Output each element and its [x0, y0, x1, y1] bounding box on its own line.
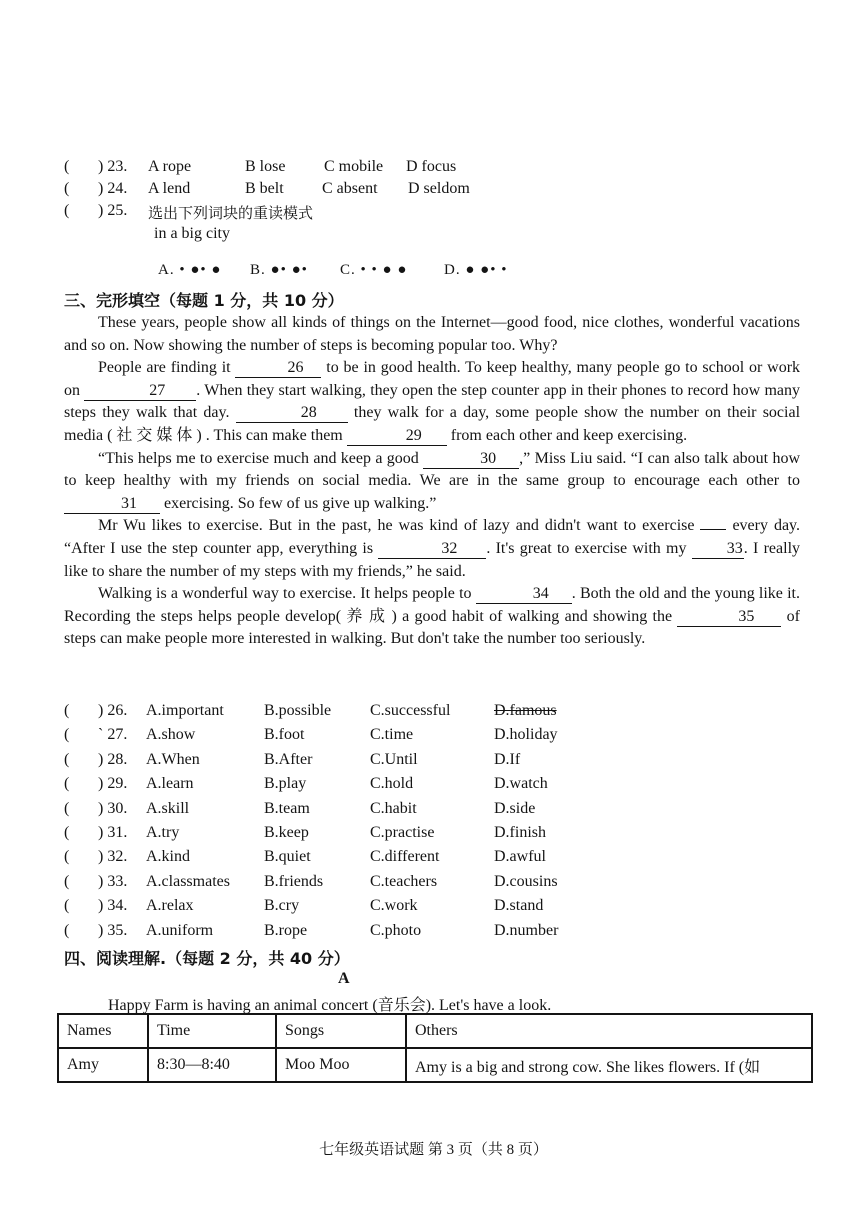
option-b: B.keep	[264, 824, 309, 841]
option-c: C absent	[322, 180, 378, 197]
text: from each other and keep exercising.	[450, 426, 688, 444]
question-number: ` 27.	[98, 726, 128, 744]
question-number: ) 35.	[98, 921, 128, 939]
option-d: D.awful	[494, 848, 546, 866]
option-a: A.relax	[146, 897, 194, 915]
question-phrase: in a big city	[154, 225, 230, 242]
option-b: B. ●• ●•	[250, 262, 308, 278]
blank-33[interactable]: 33	[692, 540, 744, 559]
option-c: C mobile	[324, 158, 384, 175]
table-header-row	[58, 1014, 812, 1048]
option-d: D.famous	[494, 702, 557, 719]
option-a: A.skill	[146, 799, 190, 817]
option-c: C.photo	[370, 921, 422, 939]
question-number: ) 34.	[98, 897, 128, 915]
text: exercising. So few of us give up walking.”	[164, 494, 437, 512]
blank-34[interactable]: 34	[476, 585, 572, 604]
table-cell: 8:30—8:40	[148, 1048, 276, 1082]
text: People are finding it	[98, 359, 231, 377]
cloze-passage	[64, 312, 800, 651]
question-instruction: 选出下列词块的重读模式	[148, 204, 314, 222]
section-heading: 三、完形填空（每题 1 分，共 10 分）	[64, 291, 344, 310]
text: to be in good health. To keep healthy, many people go to school or work on	[64, 359, 801, 399]
question-number: ) 28.	[98, 750, 128, 768]
table-cell: Amy is a big and strong cow. She likes flowers. If (如	[406, 1048, 812, 1082]
option-a: A. • ●• ●	[158, 262, 222, 278]
text: . I really like to share the number of my steps with my friends,” he said.	[64, 539, 801, 580]
question-number: ) 30.	[98, 799, 128, 817]
answer-paren: (	[64, 775, 70, 793]
option-a: A lend	[148, 180, 191, 197]
answer-paren: (	[64, 202, 70, 219]
paragraph	[64, 448, 800, 516]
option-c: C.Until	[370, 750, 418, 768]
blank-27[interactable]: 27	[84, 382, 196, 401]
option-b: B.friends	[264, 872, 324, 890]
text: . Both the old and the young like it. Recording the steps helps people develop( 养 成 ) a good habit of walking and showing the	[64, 585, 800, 625]
option-b: B.foot	[264, 726, 305, 744]
option-a: A.When	[146, 750, 200, 768]
option-b: B.rope	[264, 921, 308, 939]
question-number: ) 25.	[98, 202, 128, 219]
option-d: D. ● ●• •	[444, 262, 508, 278]
option-a: A rope	[148, 158, 192, 175]
option-b: B.team	[264, 799, 310, 817]
concert-table	[57, 1013, 813, 1083]
paragraph: These years, people show all kinds of things on the Internet—good food, nice clothes, wonderful vacations and so on. Now showing the number of steps is becoming popular too. Why?	[64, 314, 800, 354]
blank-28[interactable]: 28	[236, 404, 348, 423]
option-c: C.habit	[370, 799, 417, 817]
option-d: D.If	[494, 750, 521, 768]
text: “This helps me to exercise much and keep a good	[98, 449, 419, 467]
option-a: A.show	[146, 726, 196, 744]
blank-29[interactable]: 29	[347, 427, 447, 446]
blank-26[interactable]: 26	[235, 359, 321, 378]
option-d: D.holiday	[494, 726, 558, 744]
text: . It's great to exercise with my	[486, 539, 687, 557]
text: every day. “After I use the step counter app, everything is	[64, 517, 801, 557]
question-number: ) 29.	[98, 775, 128, 793]
option-d: D.stand	[494, 897, 544, 915]
text: . When they start walking, they open the step counter app in their phones to record how many steps they walk that day.	[64, 381, 801, 422]
answer-paren: (	[64, 848, 70, 866]
text: Walking is a wonderful way to exercise. It helps people to	[98, 585, 472, 603]
answer-paren: (	[64, 872, 70, 890]
answer-paren: (	[64, 726, 70, 744]
option-b: B.cry	[264, 897, 300, 915]
table-header: Songs	[276, 1014, 406, 1048]
blank-31[interactable]: 31	[64, 495, 160, 514]
answer-paren: (	[64, 897, 70, 915]
question-number: ) 26.	[98, 702, 128, 719]
option-c: C.successful	[370, 702, 451, 719]
answer-paren: (	[64, 750, 70, 768]
page-footer: 七年级英语试题 第 3 页（共 8 页）	[319, 1142, 548, 1158]
table-header: Others	[406, 1014, 812, 1048]
paragraph	[64, 515, 800, 583]
blank-30[interactable]: 30	[423, 450, 519, 469]
table-cell: Moo Moo	[276, 1048, 406, 1082]
option-d: D seldom	[408, 180, 470, 197]
question-number: ) 24.	[98, 180, 128, 197]
text: ,” Miss Liu said. “I can also talk about how to keep healthy with my friends on social media. We are in the same group to encourage each other to	[64, 449, 801, 490]
option-b: B belt	[245, 180, 284, 197]
table-row	[58, 1048, 812, 1082]
text: they walk for a day, some people show the number on their social media ( 社 交 媒 体 ) . This can make them	[64, 404, 801, 444]
option-c: C.different	[370, 848, 440, 866]
option-a: A.try	[146, 824, 180, 841]
answer-paren: (	[64, 921, 70, 939]
option-c: C.hold	[370, 775, 414, 793]
answer-paren: (	[64, 158, 70, 175]
table-header: Time	[148, 1014, 276, 1048]
section-heading: 四、阅读理解.（每题 2 分，共 40 分）	[64, 949, 350, 968]
option-b: B.possible	[264, 702, 332, 719]
option-d: D.finish	[494, 824, 546, 841]
question-number: ) 31.	[98, 824, 128, 841]
option-c: C.work	[370, 897, 418, 915]
option-c: C.teachers	[370, 872, 438, 890]
option-b: B.After	[264, 750, 313, 768]
option-a: A.kind	[146, 848, 190, 866]
option-b: B.quiet	[264, 848, 311, 866]
option-d: D.cousins	[494, 872, 558, 890]
answer-paren: (	[64, 180, 70, 197]
table-header: Names	[58, 1014, 148, 1048]
blank	[700, 529, 726, 530]
question-number: ) 23.	[98, 158, 128, 175]
option-b: B lose	[245, 158, 286, 175]
text: of steps can make people more interested in walking. But don't take the number too seriously.	[64, 607, 800, 648]
option-a: A.uniform	[146, 921, 214, 939]
option-d: D focus	[406, 158, 457, 175]
table-cell: Amy	[58, 1048, 148, 1082]
option-b: B.play	[264, 775, 307, 793]
paragraph	[64, 357, 800, 447]
answer-paren: (	[64, 799, 70, 817]
option-a: A.important	[146, 702, 224, 719]
option-a: A.learn	[146, 775, 194, 793]
passage-intro: Happy Farm is having an animal concert (音乐会). Let's have a look.	[108, 997, 552, 1014]
passage-label: A	[338, 970, 350, 987]
blank-35[interactable]: 35	[677, 608, 781, 627]
option-c: C. • • ● ●	[340, 262, 408, 278]
paragraph	[64, 583, 800, 651]
answer-paren: (	[64, 824, 70, 841]
option-c: C.time	[370, 726, 414, 744]
option-c: C.practise	[370, 824, 435, 841]
question-number: ) 32.	[98, 848, 128, 866]
option-d: D.watch	[494, 775, 548, 793]
answer-paren: (	[64, 702, 70, 719]
blank-32[interactable]: 32	[378, 540, 486, 559]
option-d: D.number	[494, 921, 559, 939]
option-d: D.side	[494, 799, 536, 817]
text: Mr Wu likes to exercise. But in the past, he was kind of lazy and didn't want to exercise	[98, 517, 695, 535]
option-a: A.classmates	[146, 872, 230, 890]
question-number: ) 33.	[98, 872, 128, 890]
